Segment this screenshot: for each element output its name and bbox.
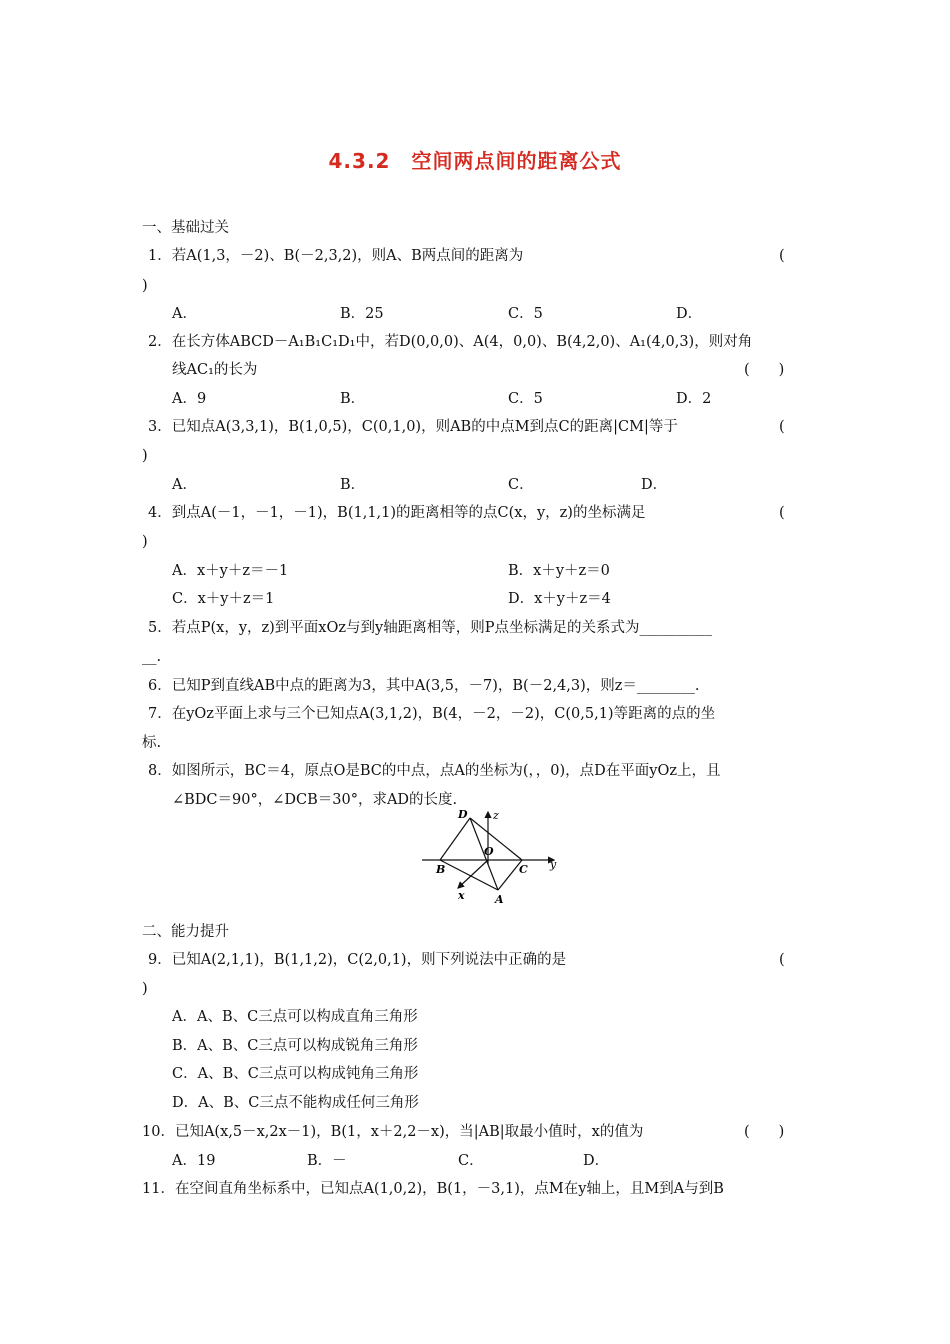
answer-paren-close-1: ) (142, 278, 148, 294)
label-a: A (495, 893, 504, 906)
q3-option-b: B． (340, 477, 366, 493)
section-basic: 一、基础过关 (142, 220, 229, 236)
question-8-line2: ∠BDC＝90°，∠DCB＝30°，求AD的长度. (172, 792, 458, 808)
q2-option-b: B． (340, 391, 366, 407)
label-b: B (436, 863, 446, 876)
question-7-line1: 7．在yOz平面上求与三个已知点A(3,1,2)，B(4，－2，－2)，C(0,5,1)等距离的点的坐 (148, 706, 716, 722)
label-x: x (458, 889, 465, 902)
question-4: 4．到点A(－1，－1，－1)，B(1,1,1)的距离相等的点C(x，y，z)的坐标满足 (148, 505, 646, 521)
q4-option-d: D．x＋y＋z＝4 (508, 591, 611, 607)
label-o: O (484, 845, 494, 858)
q9-option-a: A．A、B、C三点可以构成直角三角形 (172, 1009, 418, 1025)
question-5-line1: 5．若点P(x，y，z)到平面xOz与到y轴距离相等，则P点坐标满足的关系式为__________ (148, 620, 712, 636)
question-7-line2: 标. (142, 735, 162, 751)
q10-option-a: A．19 (172, 1153, 216, 1169)
question-10: 10．已知A(x,5－x,2x－1)，B(1，x＋2,2－x)，当|AB|取最小值时，x的值为 (142, 1124, 644, 1140)
q4-option-a: A．x＋y＋z＝－1 (172, 563, 289, 579)
q1-option-a: A． (172, 306, 197, 322)
answer-paren-close-9: ) (142, 981, 148, 997)
label-d: D (458, 808, 468, 821)
q1-option-b: B．25 (340, 306, 384, 322)
q3-option-c: C． (508, 477, 534, 493)
q2-option-a: A．9 (172, 391, 207, 407)
question-1: 1．若A(1,3，－2)、B(－2,3,2)，则A、B两点间的距离为 (148, 248, 524, 264)
question-2-line1: 2．在长方体ABCD－A₁B₁C₁D₁中，若D(0,0,0)、A(4，0,0)、B(4,2,0)、A₁(4,0,3)，则对角 (148, 334, 753, 350)
question-3: 3．已知点A(3,3,1)，B(1,0,5)，C(0,1,0)，则AB的中点M到点C的距离|CM|等于 (148, 419, 678, 435)
answer-paren-2: ( ) (744, 362, 785, 378)
q10-option-d: D． (583, 1153, 610, 1169)
geometry-figure (418, 806, 568, 908)
x-axis (458, 860, 488, 888)
q1-option-c: C．5 (508, 306, 543, 322)
answer-paren-open-4: ( (779, 505, 785, 521)
answer-paren-10: ( ) (744, 1124, 785, 1140)
label-y: y (550, 858, 557, 871)
q2-option-c: C．5 (508, 391, 543, 407)
q4-option-b: B．x＋y＋z＝0 (508, 563, 610, 579)
question-5-line2: __. (142, 649, 162, 665)
page-title: 4.3.2 空间两点间的距离公式 (328, 149, 622, 173)
q3-option-d: D． (641, 477, 668, 493)
answer-paren-open-1: ( (779, 248, 785, 264)
answer-paren-close-3: ) (142, 448, 148, 464)
answer-paren-close-4: ) (142, 534, 148, 550)
q3-option-a: A． (172, 477, 197, 493)
segment-db (440, 818, 470, 860)
q10-option-b: B．－ (307, 1153, 347, 1169)
segment-ba (440, 860, 498, 890)
q4-option-c: C．x＋y＋z＝1 (172, 591, 275, 607)
q1-option-d: D． (676, 306, 703, 322)
question-6: 6．已知P到直线AB中点的距离为3，其中A(3,5，－7)，B(－2,4,3)，则z＝________. (148, 678, 700, 694)
answer-paren-open-9: ( (779, 952, 785, 968)
q9-option-d: D．A、B、C三点不能构成任何三角形 (172, 1095, 419, 1111)
question-9: 9．已知A(2,1,1)，B(1,1,2)，C(2,0,1)，则下列说法中正确的是 (148, 952, 567, 968)
q9-option-c: C．A、B、C三点可以构成钝角三角形 (172, 1066, 419, 1082)
label-c: C (519, 863, 528, 876)
question-11: 11．在空间直角坐标系中，已知点A(1,0,2)，B(1，－3,1)，点M在y轴上，且M到A与到B (142, 1181, 724, 1197)
answer-paren-open-3: ( (779, 419, 785, 435)
question-8-line1: 8．如图所示，BC＝4，原点O是BC的中点，点A的坐标为(，，0)，点D在平面yOz上，且 (148, 763, 721, 779)
q10-option-c: C． (458, 1153, 484, 1169)
label-z: z (493, 809, 499, 822)
section-advanced: 二、能力提升 (142, 924, 229, 940)
q2-option-d: D．2 (676, 391, 712, 407)
q9-option-b: B．A、B、C三点可以构成锐角三角形 (172, 1038, 418, 1054)
question-2-line2: 线AC₁的长为 (172, 362, 258, 378)
